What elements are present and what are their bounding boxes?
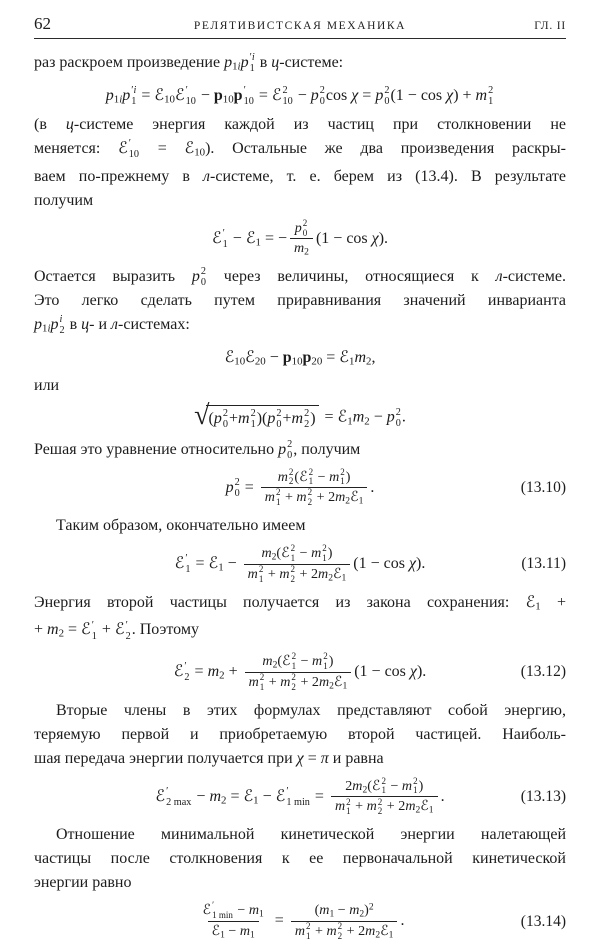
stack-subscript: 1 [488, 96, 494, 108]
sup-sub-stack [276, 488, 281, 507]
display-equation [34, 544, 566, 585]
bold-vector: p [213, 86, 223, 104]
stack-subscript: 0 [234, 487, 240, 499]
stack-subscript: 1 [249, 63, 255, 75]
text-line: частицы после столкновения к ее первоначальной кинетической [34, 850, 566, 868]
fraction [331, 777, 438, 818]
stack-subscript: 0 [384, 96, 390, 108]
sup-sub-stack [291, 544, 296, 563]
text-line: ваем по-прежнему в л-системе, т. е. берем из (13.4). В результате [34, 167, 566, 185]
sup-sub-stack [320, 85, 325, 107]
display-equation [34, 347, 566, 368]
subscript: 2 [345, 495, 351, 507]
bold-vector: p [233, 86, 243, 104]
denominator: ℰ$_1$ − $m_1$ [208, 921, 259, 942]
subscript: 2 [272, 659, 278, 671]
stack-superscript: 2 [377, 796, 383, 807]
denominator: m 2 1 + m 2 2 + $2m_2ℰ_1$ [261, 487, 368, 508]
sup-sub-stack [290, 565, 295, 584]
stack-subscript: 0 [302, 227, 308, 238]
sup-sub-stack [488, 85, 493, 107]
display-equation [34, 399, 566, 432]
paragraph [34, 438, 566, 462]
text-line: + $m_2$ = ℰ ′ 1 + ℰ ′ 2 . Поэтому [34, 619, 199, 642]
numerator: $m_2(ℰ$ 2 1 − m 2 1 ) [262, 651, 334, 671]
stack-subscript: 2 [59, 325, 65, 337]
stack-subscript: 2 [184, 672, 190, 684]
page-number: 62 [34, 14, 51, 33]
stack-subscript: 2 [291, 681, 296, 692]
numerator: $2m_2(ℰ$ 2 1 − m 2 1 ) [345, 775, 424, 796]
sup-sub-stack [309, 468, 314, 487]
stack-subscript: 10 [185, 96, 196, 108]
stack-superscript: ′ [125, 619, 128, 631]
stack-superscript: ′ [128, 138, 132, 150]
chapter-label: ГЛ. II [534, 20, 566, 32]
stack-superscript: ′ [185, 85, 188, 96]
stack-superscript: 2 [302, 217, 308, 228]
stack-superscript: 2 [290, 563, 295, 574]
sup-sub-stack [126, 620, 131, 642]
stack-subscript: 1 [275, 496, 281, 507]
subscript: 10 [291, 355, 303, 368]
paragraph [34, 699, 566, 771]
fraction [290, 219, 313, 259]
stack-superscript: ′ [184, 661, 187, 673]
stack-subscript: 1 [250, 419, 256, 431]
subscript: 1 [535, 600, 541, 613]
subscript: 2 [271, 551, 277, 563]
sup-sub-stack [166, 786, 191, 808]
stack-superscript: ′ [286, 785, 289, 797]
stack-superscript: ′ [185, 553, 188, 565]
display-equation [34, 219, 566, 259]
sup-sub-stack [303, 219, 308, 238]
stack-subscript: 1 min [286, 796, 310, 808]
denominator: m 2 1 + m 2 2 + $2m_2ℰ_1$ [244, 564, 351, 585]
equation-body: ℰ$_{10}$ℰ$_{20}$ − $p_{10}p_{20}$ = $ℰ_1m_2$, [224, 348, 376, 368]
sup-sub-stack [289, 468, 294, 487]
text-line: раз раскроем произведение $p_{1i}p$ ′i 1 в ц-системе: [34, 52, 344, 75]
paragraph [34, 265, 566, 341]
stack-superscript: 2 [259, 671, 265, 682]
subscript: 1 [347, 414, 353, 427]
stack-superscript: 2 [319, 85, 325, 96]
subscript: 1 [428, 804, 434, 816]
sup-sub-stack [323, 652, 328, 671]
stack-subscript: 1 [291, 660, 297, 671]
stack-superscript: 2 [304, 408, 310, 420]
sup-sub-stack [276, 408, 281, 430]
running-title: РЕЛЯТИВИСТСКАЯ МЕХАНИКА [193, 20, 407, 32]
stack-subscript: 1 [258, 573, 264, 584]
numerator: ℰ ′ 1 min − $m_1$ [202, 900, 264, 921]
stack-superscript: 2 [322, 542, 327, 553]
stack-superscript: 2 [200, 266, 206, 278]
text-line: получим [34, 191, 94, 209]
stack-subscript: 1 min [212, 910, 233, 921]
stack-subscript: 0 [200, 277, 206, 289]
stack-superscript: 2 [290, 542, 296, 553]
stack-subscript: 1 [290, 552, 296, 563]
subscript: 1 [220, 929, 225, 941]
sup-sub-stack [384, 85, 389, 107]
sup-sub-stack [304, 408, 309, 430]
stack-superscript: 2 [308, 466, 314, 477]
stack-subscript: 1 [131, 96, 137, 108]
sup-sub-stack [378, 798, 383, 817]
sup-sub-stack [223, 228, 228, 250]
equation-number: (13.12) [520, 663, 566, 681]
sup-sub-stack [186, 85, 196, 107]
sup-sub-stack [212, 901, 233, 920]
stack-superscript: 2 [337, 921, 343, 932]
subscript: 1 [388, 929, 394, 941]
subscript: 1 [253, 794, 259, 807]
stack-superscript: 2 [413, 775, 418, 786]
display-equation [34, 85, 566, 107]
stack-superscript: ′ [212, 900, 215, 911]
sup-sub-stack [413, 777, 418, 796]
stack-superscript: 2 [275, 487, 281, 498]
stack-subscript: 1 [381, 785, 386, 796]
text-line: Таким образом, окончательно имеем [56, 516, 306, 534]
display-equation [34, 652, 566, 693]
subscript: 1i [232, 60, 241, 73]
sup-sub-stack [184, 661, 189, 683]
sup-sub-stack [286, 786, 310, 808]
stack-subscript: 2 [125, 630, 131, 642]
subscript: 2 [359, 908, 365, 920]
equation-body: $p_{1i}p$ ′i 1 = ℰ$_{10}$ℰ ′ 10 − $p_{10}p$ ′ 10 = ℰ 2 10 − p 2 0 cos χ = p 2 0 (1 − cos χ) + m 2 1 [105, 85, 494, 108]
subscript: 10 [194, 146, 206, 159]
supscript: 2 [368, 902, 374, 914]
stack-superscript: 2 [276, 408, 282, 420]
subscript: 2 [219, 669, 225, 682]
sup-sub-stack [131, 85, 136, 107]
subscript: 1 [255, 236, 261, 249]
running-head [34, 14, 566, 39]
sup-sub-stack [129, 138, 139, 160]
stack-subscript: 1 [413, 785, 418, 796]
numerator: p 2 0 [294, 217, 308, 238]
text-line: $p_{1i}p$ i 2 в ц- и л-системах: [34, 314, 190, 337]
subscript: 1 [329, 908, 335, 920]
sup-sub-stack [340, 468, 345, 487]
subscript: 2 [364, 414, 370, 427]
stack-superscript: 2 [488, 85, 494, 96]
stack-subscript: 1 [222, 238, 228, 250]
stack-subscript: 2 max [166, 796, 192, 808]
sup-sub-stack [308, 488, 313, 507]
sup-sub-stack [283, 85, 293, 107]
sup-sub-stack [381, 777, 386, 796]
stack-superscript: 2 [234, 476, 240, 488]
subscript: 10 [222, 93, 234, 106]
equation-number: (13.10) [520, 478, 566, 496]
sup-sub-stack [250, 52, 255, 74]
subscript: 1i [42, 322, 51, 335]
stack-subscript: 2 [337, 930, 343, 941]
stack-subscript: 10 [128, 149, 140, 161]
stack-superscript: 2 [395, 406, 401, 418]
stack-superscript: 2 [291, 671, 296, 682]
stack-superscript: 2 [340, 466, 345, 477]
subscript: 2 [366, 355, 372, 368]
sup-sub-stack [244, 85, 254, 107]
numerator: m 2 2 (ℰ 2 1 − m 2 1 ) [277, 466, 351, 487]
text-line: Энергия второй частицы получается из закона сохранения: ℰ$_1$ + [34, 593, 567, 613]
equation-body: √ ( p 2 0 + m 2 1 )( p 2 0 + m 2 2 ) = $ℰ_1m_2 - p$ 2 0 . [194, 399, 406, 431]
fraction [245, 652, 352, 693]
display-equation [34, 777, 566, 818]
stack-subscript: 1 [340, 476, 345, 487]
subscript: 20 [311, 355, 323, 368]
sup-sub-stack [59, 314, 64, 336]
sup-sub-stack [251, 408, 256, 430]
stack-superscript: 2 [346, 796, 351, 807]
subscript: 1 [349, 355, 355, 368]
stack-superscript: ′i [249, 52, 255, 64]
stack-subscript: 1 [305, 930, 311, 941]
subscript: 1 [341, 572, 347, 584]
stack-superscript: 2 [323, 651, 328, 662]
sup-sub-stack [259, 565, 264, 584]
stack-subscript: 1 [185, 564, 191, 576]
bold-vector: p [282, 348, 292, 366]
fraction [261, 468, 368, 508]
subscript: 10 [234, 355, 246, 368]
stack-superscript: 2 [222, 408, 228, 420]
stack-subscript: 1 [322, 552, 327, 563]
text-line: Отношение минимальной кинетической энергии налетающей [56, 826, 566, 844]
equation-number: (13.13) [520, 787, 566, 805]
stack-subscript: 2 [304, 419, 310, 431]
sup-sub-stack [322, 544, 327, 563]
subscript: 1 [250, 929, 255, 941]
stack-superscript: 2 [282, 85, 288, 96]
subscript: 10 [164, 93, 175, 106]
subscript: 2 [375, 929, 381, 941]
text-line: шая передача энергии получается при χ = π и равна [34, 749, 384, 767]
text-line: Это легко сделать путем приравнивания значений инварианта [34, 292, 566, 310]
sup-sub-stack [396, 407, 401, 429]
text-line: (в ц-системе энергия каждой из частиц при столкновении не [34, 116, 566, 134]
stack-subscript: 1 [259, 681, 265, 692]
stack-superscript: 2 [305, 921, 311, 932]
text-line: или [34, 376, 60, 394]
equation-body: ℰ ′ 1 − ℰ$_1$ = − p 2 0 $m_2$ (1 − cos χ). [211, 217, 389, 258]
sup-sub-stack [235, 477, 240, 499]
equation-body: ℰ ′ 1 min − $m_1$ ℰ$_1$ − $m_1$ = $(m_1 - m_2)^2$ m 2 1 + m 2 2 + $2m_2ℰ_1$ . [196, 901, 405, 942]
sup-sub-stack [92, 620, 97, 642]
page-body [34, 51, 566, 942]
sup-sub-stack [287, 439, 292, 461]
radical-sign-icon: √ [194, 399, 210, 431]
fraction [244, 544, 351, 585]
subscript: 2 [328, 572, 333, 584]
text-line: теряемую первой и приобретаемую второй частицей. Наиболь- [34, 725, 566, 743]
subscript: 2 [58, 628, 65, 640]
sup-sub-stack [338, 922, 343, 941]
subscript: 2 [415, 804, 421, 816]
sup-sub-stack [292, 652, 297, 671]
sup-sub-stack [346, 798, 351, 817]
stack-superscript: 2 [307, 487, 313, 498]
text-line: энергии равно [34, 874, 132, 892]
subscript: 2 [329, 680, 334, 692]
stack-superscript: 2 [291, 651, 297, 662]
text-line: Решая это уравнение относительно p 2 0 , получим [34, 438, 361, 461]
subscript: 1 [259, 908, 264, 920]
stack-subscript: 1 [346, 806, 351, 817]
subscript: 2 [362, 784, 368, 796]
stack-subscript: 2 [290, 573, 295, 584]
stack-superscript: 2 [258, 563, 264, 574]
equation-number: (13.11) [521, 555, 566, 573]
denominator: m 2 1 + m 2 2 + $2m_2ℰ_1$ [245, 672, 352, 693]
equation-number: (13.14) [520, 912, 566, 930]
subscript: 2 [304, 246, 309, 258]
equation-body: p 2 0 = m 2 2 (ℰ 2 1 − m 2 1 ) m 2 1 + m 2 2 + $2m_2ℰ_1$ . [225, 466, 375, 507]
stack-superscript: ′ [222, 227, 225, 239]
display-equation [34, 901, 566, 942]
paragraph [34, 113, 566, 213]
paragraph [34, 591, 566, 646]
stack-superscript: i [59, 314, 63, 326]
equation-body: ℰ ′ 2 max − $m_2$ = ℰ$_1$ − ℰ ′ 1 min = $2m_2(ℰ$ 2 1 − m 2 1 ) m 2 1 + m 2 2 + $2m_2ℰ_1$ . [155, 775, 445, 817]
stack-superscript: 2 [384, 85, 390, 96]
subscript: 1i [113, 93, 123, 106]
fraction [291, 901, 398, 942]
stack-superscript: ′ [91, 619, 94, 631]
paragraph [34, 823, 566, 895]
paragraph [34, 51, 566, 79]
stack-subscript: 2 [307, 496, 313, 507]
denominator: m 2 1 + m 2 2 + $2m_2ℰ_1$ [291, 921, 398, 942]
paragraph [34, 514, 566, 538]
subscript: 20 [254, 355, 266, 368]
stack-superscript: 2 [288, 466, 294, 477]
display-equation [34, 468, 566, 508]
stack-superscript: 2 [250, 408, 256, 420]
sup-sub-stack [306, 922, 311, 941]
stack-subscript: 0 [287, 449, 293, 461]
sup-sub-stack [201, 266, 206, 288]
stack-subscript: 10 [282, 96, 293, 108]
sup-sub-stack [291, 673, 296, 692]
subscript: 1 [358, 495, 364, 507]
text-line: меняется: ℰ ′ 10 = ℰ$_{10}$). Остальные же два произведения раскры- [34, 138, 567, 161]
stack-subscript: 1 [308, 476, 314, 487]
sup-sub-stack [260, 673, 265, 692]
stack-superscript: ′ [243, 85, 246, 96]
stack-subscript: 1 [323, 660, 328, 671]
subscript: 1 [218, 561, 224, 574]
stack-subscript: 2 [377, 806, 383, 817]
stack-subscript: 0 [319, 96, 325, 108]
stack-subscript: 1 [91, 630, 97, 642]
numerator: $m_2(ℰ$ 2 1 − m 2 1 ) [261, 542, 333, 563]
subscript: 2 [221, 794, 227, 807]
sup-sub-stack [185, 553, 190, 575]
stack-subscript: 0 [276, 419, 282, 431]
radicand: ( p 2 0 + m 2 1 )( p 2 0 + m 2 2 ) [206, 405, 319, 430]
fraction [199, 901, 268, 942]
equation-body: ℰ ′ 1 = ℰ$_1$ − $m_2(ℰ$ 2 1 − m 2 1 ) m 2 1 + m 2 2 + $2m_2ℰ_1$ (1 − cos χ). [174, 542, 426, 584]
stack-subscript: 2 [288, 476, 294, 487]
denominator: $m_2$ [290, 238, 313, 259]
subscript: 1 [342, 680, 348, 692]
numerator: $(m_1 - m_2)^2$ [314, 902, 374, 920]
stack-superscript: 2 [381, 775, 386, 786]
text-line: Вторые члены в этих формулах представляют собой энергию, [56, 701, 566, 719]
stack-subscript: 0 [395, 417, 401, 429]
stack-superscript: ′i [131, 85, 137, 96]
bold-vector: p [302, 348, 312, 366]
stack-subscript: 10 [243, 96, 254, 108]
text-line: Остается выразить p 2 0 через величины, относящиеся к л-системе. [34, 266, 566, 289]
stack-superscript: ′ [166, 785, 169, 797]
stack-subscript: 0 [222, 419, 228, 431]
stack-superscript: 2 [287, 438, 293, 450]
equation-body: ℰ ′ 2 = $m_2$ + $m_2(ℰ$ 2 1 − m 2 1 ) m 2 1 + m 2 2 + $2m_2ℰ_1$ (1 − cos χ). [173, 651, 427, 692]
sup-sub-stack [223, 408, 228, 430]
denominator: m 2 1 + m 2 2 + $2m_2ℰ_1$ [331, 796, 438, 817]
paragraph [34, 374, 566, 398]
